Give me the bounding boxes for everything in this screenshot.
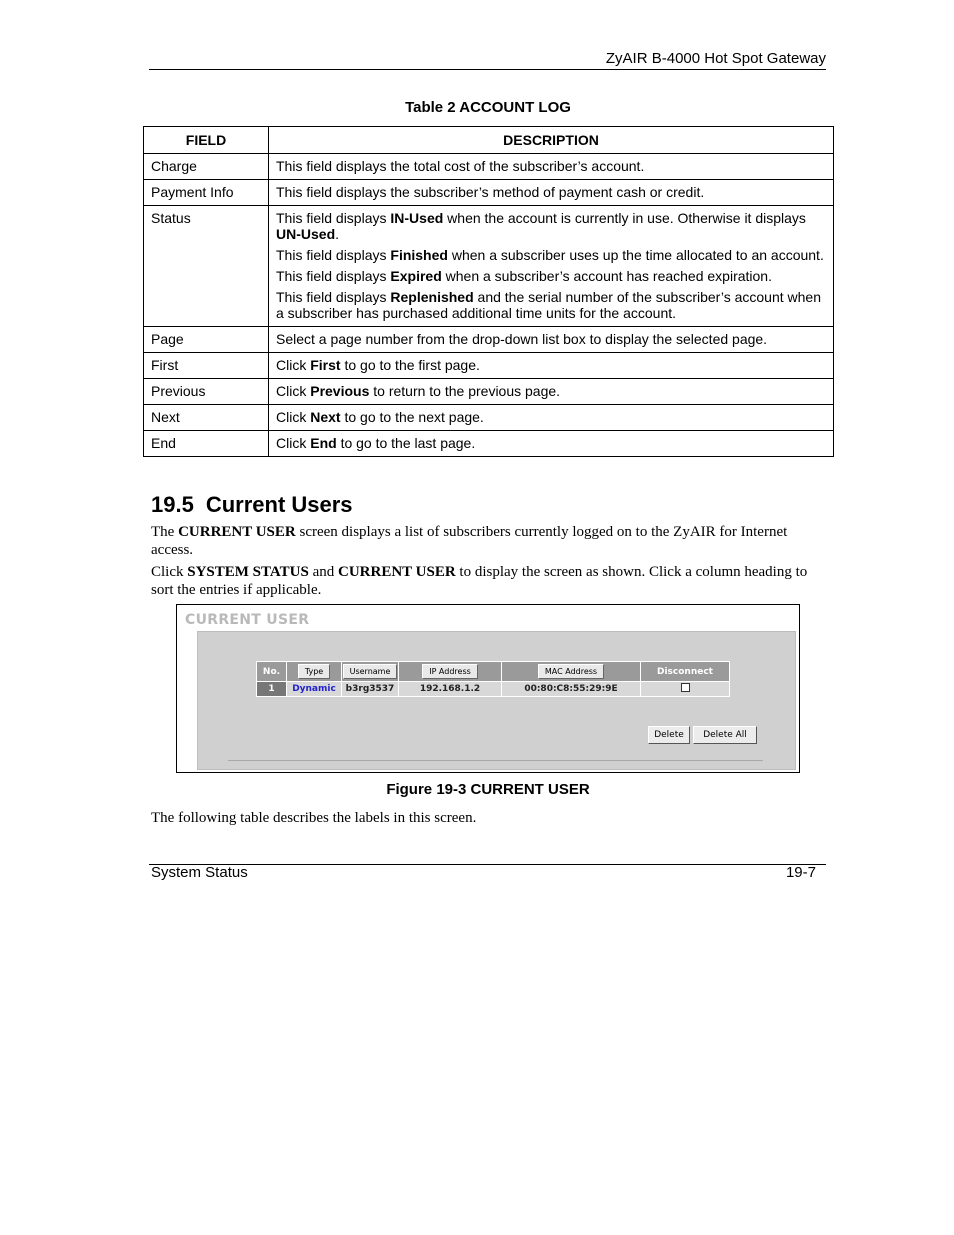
current-user-header-row [257, 662, 730, 682]
footer-chapter: System Status [151, 864, 248, 881]
description-cell: Click Next to go to the next page. [269, 405, 834, 431]
row-number: 1 [257, 682, 287, 697]
description-cell: This field displays the total cost of the subscriber’s account. [269, 154, 834, 180]
row-mac: 00:80:C8:55:29:9E [502, 682, 641, 697]
row-type: Dynamic [287, 682, 342, 697]
field-cell: Charge [144, 154, 269, 180]
current-user-table [256, 661, 730, 697]
table-row [144, 327, 834, 353]
field-cell: First [144, 353, 269, 379]
username-column-header[interactable] [342, 662, 399, 682]
description-cell: Click Previous to return to the previous page. [269, 379, 834, 405]
ip-address-sort-button[interactable]: IP Address [422, 664, 478, 679]
table-row [257, 682, 730, 697]
mac-column-header[interactable] [502, 662, 641, 682]
row-username: b3rg3537 [342, 682, 399, 697]
section-heading [151, 492, 353, 518]
screen-title: CURRENT USER [185, 612, 310, 628]
mac-address-sort-button[interactable]: MAC Address [538, 664, 604, 679]
field-cell: Next [144, 405, 269, 431]
disconnect-checkbox[interactable] [681, 683, 690, 692]
description-cell: Click End to go to the last page. [269, 431, 834, 457]
status-paragraph: This field displays Replenished and the serial number of the subscriber’s account when a subscriber has purchased additional time units for the account. [276, 289, 821, 321]
status-paragraph: This field displays Expired when a subscriber’s account has reached expiration. [276, 268, 772, 284]
table-row [144, 206, 834, 327]
header-rule [149, 69, 826, 70]
table-row [144, 353, 834, 379]
section-title: Current Users [205, 492, 353, 517]
running-header: ZyAIR B-4000 Hot Spot Gateway [605, 50, 826, 67]
ip-column-header[interactable] [399, 662, 502, 682]
figure-caption: Figure 19-3 CURRENT USER [386, 781, 590, 798]
username-sort-button[interactable]: Username [343, 664, 398, 679]
table-row [144, 180, 834, 206]
footer-rule [149, 864, 826, 865]
type-column-header[interactable] [287, 662, 342, 682]
type-sort-button[interactable]: Type [298, 664, 330, 679]
description-cell: Select a page number from the drop-down list box to display the selected page. [269, 327, 834, 353]
section-number: 19.5 [151, 492, 194, 517]
table-row [144, 405, 834, 431]
account-log-table [143, 126, 834, 457]
body-paragraph: The following table describes the labels in this screen. [151, 810, 477, 826]
description-column-header: DESCRIPTION [269, 127, 834, 154]
description-cell: This field displays the subscriber’s method of payment cash or credit. [269, 180, 834, 206]
no-column-header: No. [257, 662, 287, 682]
divider [228, 760, 763, 761]
description-cell [269, 206, 834, 327]
table-row [144, 431, 834, 457]
field-cell: Previous [144, 379, 269, 405]
status-paragraph: This field displays Finished when a subscriber uses up the time allocated to an account. [276, 247, 824, 263]
table-row [144, 154, 834, 180]
field-cell: End [144, 431, 269, 457]
body-paragraph: Click SYSTEM STATUS and CURRENT USER to display the screen as shown. Click a column heading to sort the entries if applicable. [151, 564, 808, 598]
current-user-screenshot [176, 604, 800, 773]
description-cell: Click First to go to the first page. [269, 353, 834, 379]
field-cell: Page [144, 327, 269, 353]
row-disconnect [641, 682, 730, 697]
row-ip: 192.168.1.2 [399, 682, 502, 697]
delete-button[interactable]: Delete [648, 726, 690, 744]
field-cell: Status [144, 206, 269, 327]
delete-all-button[interactable]: Delete All [693, 726, 757, 744]
table-row [144, 379, 834, 405]
field-column-header: FIELD [144, 127, 269, 154]
screen-panel [197, 631, 796, 770]
disconnect-column-header: Disconnect [641, 662, 730, 682]
table-header-row [144, 127, 834, 154]
status-paragraph: This field displays IN-Used when the account is currently in use. Otherwise it displays UN-Used. [276, 210, 806, 242]
field-cell: Payment Info [144, 180, 269, 206]
body-paragraph: The CURRENT USER screen displays a list of subscribers currently logged on to the ZyAIR for Internet access. [151, 524, 788, 558]
table-caption: Table 2 ACCOUNT LOG [405, 99, 571, 116]
page-number: 19-7 [785, 864, 816, 881]
